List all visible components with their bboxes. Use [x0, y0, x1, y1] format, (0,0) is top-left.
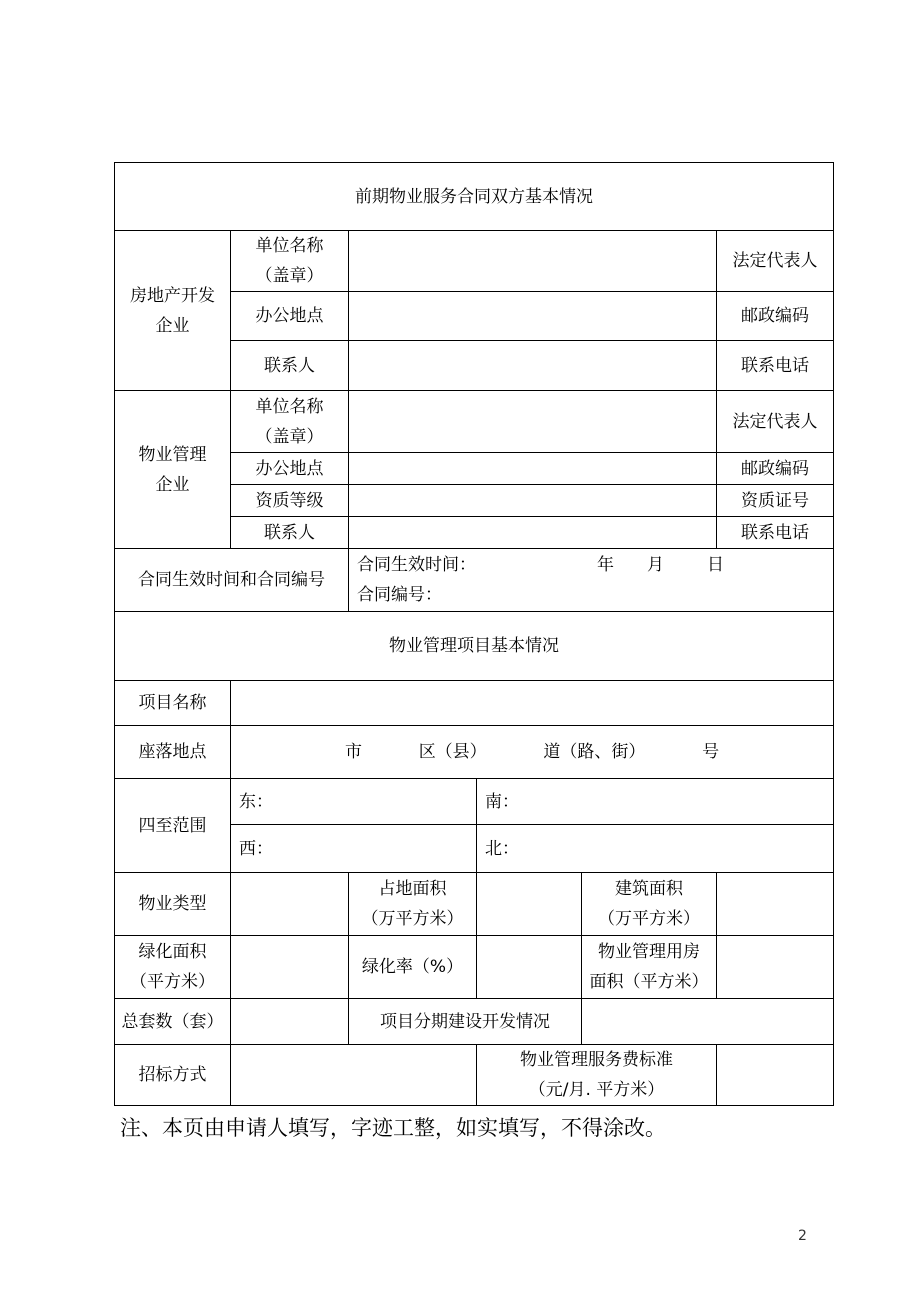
developer-phone-label: 联系电话 — [717, 341, 834, 391]
developer-contact-field[interactable] — [349, 341, 717, 391]
manager-contact-label: 联系人 — [231, 517, 349, 549]
project-name-label: 项目名称 — [115, 681, 231, 726]
developer-name-label: 单位名称 （盖章） — [231, 231, 349, 292]
building-area-label: 建筑面积 （万平方米） — [582, 873, 717, 936]
manager-grade-label: 资质等级 — [231, 485, 349, 517]
section2-title: 物业管理项目基本情况 — [115, 612, 834, 681]
developer-office-label: 办公地点 — [231, 292, 349, 341]
manager-office-label: 办公地点 — [231, 453, 349, 485]
manager-postcode-label: 邮政编码 — [717, 453, 834, 485]
manager-name-field[interactable] — [349, 391, 717, 453]
total-units-field[interactable] — [231, 999, 349, 1045]
fee-field[interactable] — [717, 1045, 834, 1106]
manager-grade-field[interactable] — [349, 485, 717, 517]
application-form-table — [114, 162, 834, 1106]
location-field[interactable] — [231, 726, 834, 779]
boundary-south[interactable]: 南： — [477, 779, 834, 825]
land-area-field[interactable] — [477, 873, 582, 936]
boundary-west[interactable]: 西： — [231, 825, 477, 873]
page-number: 2 — [798, 1228, 807, 1244]
green-area-label: 绿化面积 （平方米） — [115, 936, 231, 999]
boundary-east[interactable]: 东： — [231, 779, 477, 825]
section1-title: 前期物业服务合同双方基本情况 — [115, 163, 834, 231]
location-parts: 市 区（县） 道（路、街） 号 — [345, 742, 720, 762]
project-name-field[interactable] — [231, 681, 834, 726]
boundary-label: 四至范围 — [115, 779, 231, 873]
developer-postcode-label: 邮政编码 — [717, 292, 834, 341]
tender-label: 招标方式 — [115, 1045, 231, 1106]
manager-contact-field[interactable] — [349, 517, 717, 549]
building-area-field[interactable] — [717, 873, 834, 936]
land-area-label: 占地面积 （万平方米） — [349, 873, 477, 936]
location-label: 座落地点 — [115, 726, 231, 779]
property-type-field[interactable] — [231, 873, 349, 936]
phased-dev-field[interactable] — [582, 999, 834, 1045]
green-rate-label: 绿化率（%） — [349, 936, 477, 999]
manager-name-label: 单位名称 （盖章） — [231, 391, 349, 453]
contract-label: 合同生效时间和合同编号 — [115, 549, 349, 612]
manager-cert-label: 资质证号 — [717, 485, 834, 517]
green-area-field[interactable] — [231, 936, 349, 999]
property-type-label: 物业类型 — [115, 873, 231, 936]
developer-office-field[interactable] — [349, 292, 717, 341]
manager-group-label: 物业管理 企业 — [115, 391, 231, 549]
fee-label: 物业管理服务费标准 （元/月. 平方米） — [477, 1045, 717, 1106]
developer-rep-label: 法定代表人 — [717, 231, 834, 292]
mgmt-room-field[interactable] — [717, 936, 834, 999]
total-units-label: 总套数（套） — [115, 999, 231, 1045]
developer-contact-label: 联系人 — [231, 341, 349, 391]
manager-phone-label: 联系电话 — [717, 517, 834, 549]
contract-info[interactable] — [349, 549, 834, 612]
green-rate-field[interactable] — [477, 936, 582, 999]
contract-number-line: 合同编号： — [357, 585, 442, 605]
footer-note: 注、本页由申请人填写，字迹工整，如实填写，不得涂改。 — [120, 1116, 666, 1140]
manager-rep-label: 法定代表人 — [717, 391, 834, 453]
contract-date-line: 合同生效时间： 年 月 日 — [357, 555, 724, 575]
developer-group-label: 房地产开发 企业 — [115, 231, 231, 391]
boundary-north[interactable]: 北： — [477, 825, 834, 873]
phased-dev-label: 项目分期建设开发情况 — [349, 999, 582, 1045]
manager-office-field[interactable] — [349, 453, 717, 485]
mgmt-room-label: 物业管理用房 面积（平方米） — [582, 936, 717, 999]
tender-field[interactable] — [231, 1045, 477, 1106]
developer-name-field[interactable] — [349, 231, 717, 292]
